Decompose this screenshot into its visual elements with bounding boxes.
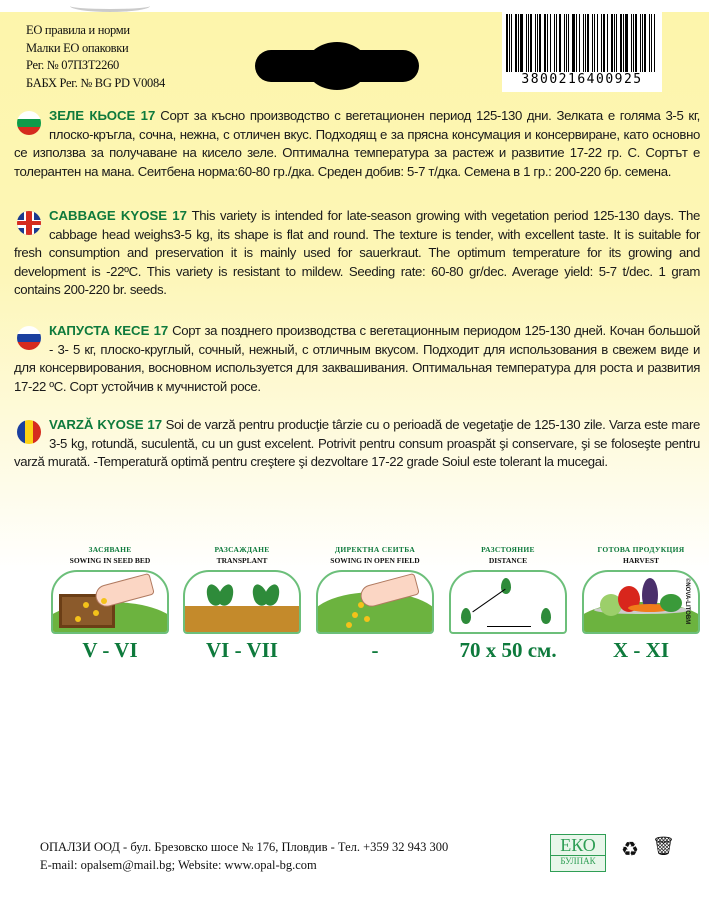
romania-flag-icon [17,420,41,444]
hang-hole [255,42,419,90]
step-label-en: TRANSPLANT [216,556,268,565]
barcode-stripe [547,14,548,72]
barcode-stripe [556,14,558,72]
step-label-bg: ГОТОВА ПРОДУКЦИЯ [597,545,685,554]
barcode-stripe [587,14,589,72]
reg-line: БАБХ Рег. № BG PD V0084 [26,75,165,90]
barcode-stripe [649,14,650,72]
eko-logo-bottom: БУЛПАК [551,855,605,866]
barcode-stripe [554,14,555,72]
step-sowing-seed-bed [45,545,175,663]
barcode-stripe [526,14,527,72]
contact-line: E-mail: opalsem@mail.bg; Website: www.opal-bg.com [40,858,317,872]
description-ru [14,322,700,396]
barcode-stripe [528,14,529,72]
direct-sowing-illustration [316,570,434,634]
barcode-stripe [640,14,641,72]
variety-text: Soi de varză pentru producţie târzie cu o perioadă de vegetaţie de 125-130 zile. Varza este mare 3-5 kg, rotundă, suculentă, cu un gust excelent. Potrivit pentru consum proaspăt şi conservare, şi se foloseşte pentru varză murată. -Temperatură optimă pentru creştere şi dezvoltare 17-22 grade Soiul este tolerant la mucegai. [14,417,700,470]
barcode-stripe [518,14,519,72]
barcode-stripe [550,14,551,72]
uk-flag-icon [17,211,41,235]
barcode-stripe [511,14,512,72]
packet-edge [70,0,150,12]
russia-flag-icon [17,326,41,350]
reg-line: ЕО правила и норми [26,23,130,37]
barcode-stripe [592,14,593,72]
barcode-stripe [614,14,615,72]
step-label-en: SOWING IN SEED BED [69,556,151,565]
distance-illustration [449,570,567,634]
description-en [14,207,700,300]
barcode-stripe [607,14,608,72]
barcode-stripe [597,14,598,72]
barcode-stripe [631,14,632,72]
reg-line: Малки ЕО опаковки [26,40,129,55]
barcode-stripe [568,14,569,72]
barcode-stripe [515,14,517,72]
barcode-number: 3800216400925 [521,72,643,87]
step-value: V - VI [82,638,138,662]
barcode-stripe [594,14,596,72]
address-line: ОПАЛЗИ ООД - бул. Брезовско шосе № 176, Пловдив - Тел. +359 32 943 300 [40,840,449,854]
barcode-stripe [572,14,574,72]
barcode-stripe [603,14,605,72]
barcode-stripe [585,14,586,72]
step-label-en: DISTANCE [488,556,528,565]
step-direct-sowing [310,545,440,663]
barcode-stripe [651,14,652,72]
reg-line: Рег. № 07ПЗТ2260 [26,58,119,72]
step-value: VI - VII [206,638,278,662]
recycle-icon: ♻ [621,839,639,861]
barcode-stripe [635,14,637,72]
barcode-stripe [576,14,578,72]
barcode-stripe [537,14,538,72]
barcode-stripe [539,14,541,72]
barcode-stripe [625,14,627,72]
barcode-stripe [566,14,567,72]
barcode-stripe [583,14,584,72]
variety-title: VARZĂ KYOSE 17 [49,417,163,432]
barcode-stripe [601,14,602,72]
registration-info [26,22,165,92]
barcode-stripe [520,14,522,72]
bulgaria-flag-icon [17,111,41,135]
variety-title: CABBAGE KYOSE 17 [49,208,187,223]
printer-credit: ©NOVA-LITOBM [684,578,690,625]
barcode-stripe [644,14,646,72]
variety-title: ЗЕЛЕ КЬОСЕ 17 [49,108,156,123]
description-ro [14,416,700,472]
step-label-bg: ДИРЕКТНА СЕИТБА [334,545,416,554]
eko-logo-top: ЕКО [560,835,596,855]
barcode-stripe [579,14,580,72]
variety-text: This variety is intended for late-season growing with vegetation period 125-130 days. The cabbage head weighs3-5 kg, its shape is flat and round. The texture is tender, with excellent taste. It is suitable for fresh consumption and preservation it is mainly used for sauerkraut. The optimum temperature for its growing and development is -22ºC. This variety is resistant to mildew. Seeding rate: 60-80 gr/dec. Average yield: 5-7 t/dec. 1 gram contains 200-220 br. seeds. [14,208,700,298]
barcode-stripe [642,14,643,72]
trash-bin-icon: 🗑 [652,836,675,856]
step-value: - [371,638,379,662]
variety-text: Сорт за късно производство с вегетационен период 125-130 дни. Зелката е голяма 3-5 кг, плоско-кръгла, сочна, нежна, с отличен вкус. Подходящ е за прясна консумация и консервиране, като основно се използва за получаване на кисело зеле. Оптимална температура за растеж и развитие 17-22 гр. С. Сортът е толерантен на мана. Сеитбена норма:60-80 гр./дка. Среден добив: 5-7 т/дка. Семена в 1 гр.: 200-220 бр. семена. [14,108,700,179]
transplant-illustration [183,570,301,634]
barcode [502,12,662,92]
barcode-stripe [633,14,634,72]
barcode-stripe [509,14,510,72]
step-transplant [177,545,307,663]
step-label-bg: РАЗСТОЯНИЕ [481,545,535,554]
growing-steps [60,545,685,665]
step-label-bg: ЗАСЯВАНЕ [88,545,132,554]
variety-title: КАПУСТА КЕСЕ 17 [49,323,169,338]
barcode-stripe [530,14,532,72]
barcode-stripe [611,14,613,72]
step-value: X - XI [613,638,669,662]
barcode-stripe [616,14,617,72]
barcode-stripe [654,14,656,72]
eko-bulpak-logo [550,834,606,872]
barcode-stripe [564,14,565,72]
variety-text: Сорт за позднего производства с вегетационным периодом 125-130 дней. Кочан большой - 3- 5 кг, плоско-круглый, сочный, нежный, с отличным вкусом. Подходит для использования в свежем виде и для консервирования, восновном используется для заквашивания. Оптимальная температура для роста и развития 17-22 ºС. Сорт устойчив к мучнистой росе. [14,323,700,394]
barcode-bars [506,14,658,72]
barcode-stripe [544,14,546,72]
company-address [40,838,448,874]
description-bg [14,107,700,181]
barcode-stripe [559,14,561,72]
step-label-en: SOWING IN OPEN FIELD [330,556,420,565]
barcode-stripe [623,14,624,72]
barcode-stripe [535,14,536,72]
seed-bed-illustration [51,570,169,634]
harvest-illustration [582,570,700,634]
step-value: 70 x 50 см. [459,638,557,662]
barcode-stripe [620,14,622,72]
step-distance [443,545,573,663]
step-label-bg: РАЗСАЖДАНЕ [214,545,270,554]
barcode-stripe [506,14,508,72]
step-label-en: HARVEST [623,556,659,565]
